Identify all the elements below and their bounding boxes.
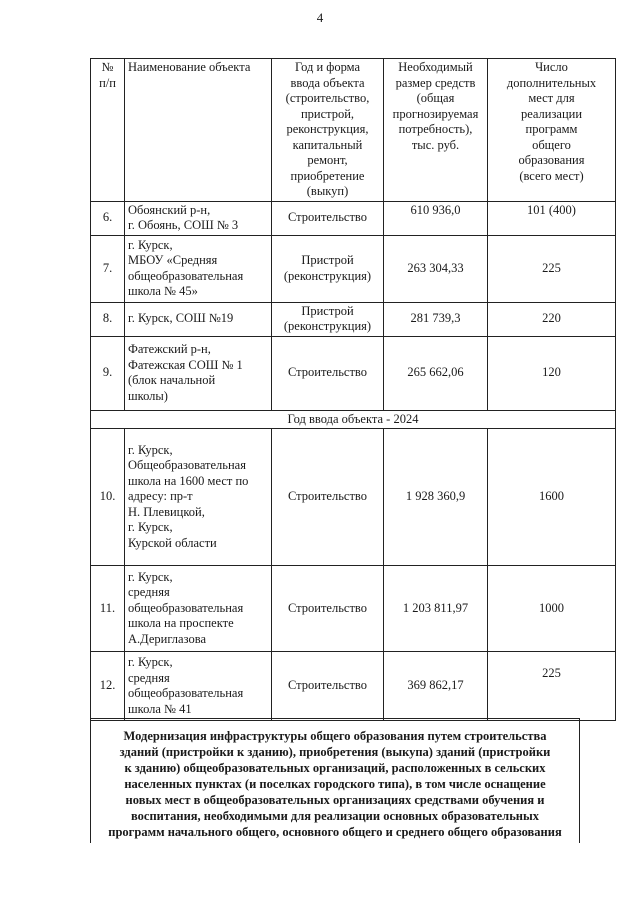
section-row: [91, 410, 616, 429]
table-row: [91, 336, 616, 410]
object-form: Пристрой (реконструкция): [272, 302, 384, 336]
object-form: Строительство: [272, 652, 384, 721]
table-row: [91, 235, 616, 302]
object-name: г. Курск, СОШ №19: [125, 302, 272, 336]
table-row: [91, 566, 616, 652]
row-number: 9.: [91, 336, 125, 410]
object-name: Обоянский р-н, г. Обоянь, СОШ № 3: [125, 201, 272, 235]
object-name: Фатежский р-н, Фатежская СОШ № 1 (блок начальной школы): [125, 336, 272, 410]
section-title: Год ввода объекта - 2024: [91, 410, 616, 429]
object-places: 1000: [488, 566, 616, 652]
objects-table: [90, 58, 616, 721]
row-number: 12.: [91, 652, 125, 721]
header-name: Наименование объекта: [125, 59, 272, 202]
object-cost: 265 662,06: [384, 336, 488, 410]
header-number: № п/п: [91, 59, 125, 202]
object-form: Пристрой (реконструкция): [272, 235, 384, 302]
object-places: 225: [488, 235, 616, 302]
object-places: 1600: [488, 429, 616, 566]
object-places: 220: [488, 302, 616, 336]
row-number: 8.: [91, 302, 125, 336]
header-year-form: Год и форма ввода объекта (строительство, пристрой, реконструкция, капитальный ремонт, приобретение (выкуп): [272, 59, 384, 202]
table-row: [91, 652, 616, 721]
table-row: [91, 302, 616, 336]
object-cost: 281 739,3: [384, 302, 488, 336]
object-cost: 369 862,17: [384, 652, 488, 721]
object-cost: 1 928 360,9: [384, 429, 488, 566]
object-form: Строительство: [272, 336, 384, 410]
object-form: Строительство: [272, 429, 384, 566]
program-title: Модернизация инфраструктуры общего образования путем строительства зданий (пристройки к зданию), приобретения (выкупа) зданий (пристройки к зданию) общеобразовательных организаций, расположенных в сельских населенных пунктах (и поселках городского типа), в том числе оснащение новых мест в общеобразовательных организациях средствами обучения и воспитания, необходимыми для реализации основных образовательных программ начального общего, основного общего и среднего общего образования: [108, 729, 562, 839]
object-cost: 610 936,0: [384, 201, 488, 235]
object-cost: 263 304,33: [384, 235, 488, 302]
row-number: 10.: [91, 429, 125, 566]
header-places: Число дополнительных мест для реализации программ общего образования (всего мест): [488, 59, 616, 202]
object-name: г. Курск, средняя общеобразовательная школа № 41: [125, 652, 272, 721]
row-number: 11.: [91, 566, 125, 652]
table-row: [91, 429, 616, 566]
table-header-row: [91, 59, 616, 202]
object-form: Строительство: [272, 566, 384, 652]
object-places: 101 (400): [488, 201, 616, 235]
table-row: [91, 201, 616, 235]
row-number: 7.: [91, 235, 125, 302]
object-name: г. Курск, средняя общеобразовательная школа на проспекте А.Дериглазова: [125, 566, 272, 652]
header-cost: Необходимый размер средств (общая прогнозируемая потребность), тыс. руб.: [384, 59, 488, 202]
row-number: 6.: [91, 201, 125, 235]
object-cost: 1 203 811,97: [384, 566, 488, 652]
object-name: г. Курск, МБОУ «Средняя общеобразовательная школа № 45»: [125, 235, 272, 302]
object-places: 120: [488, 336, 616, 410]
program-block: [90, 718, 580, 843]
object-form: Строительство: [272, 201, 384, 235]
object-places: 225: [488, 652, 616, 721]
object-name: г. Курск, Общеобразовательная школа на 1600 мест по адресу: пр-т Н. Плевицкой, г. Курск, Курской области: [125, 429, 272, 566]
page-number: 4: [316, 10, 324, 25]
